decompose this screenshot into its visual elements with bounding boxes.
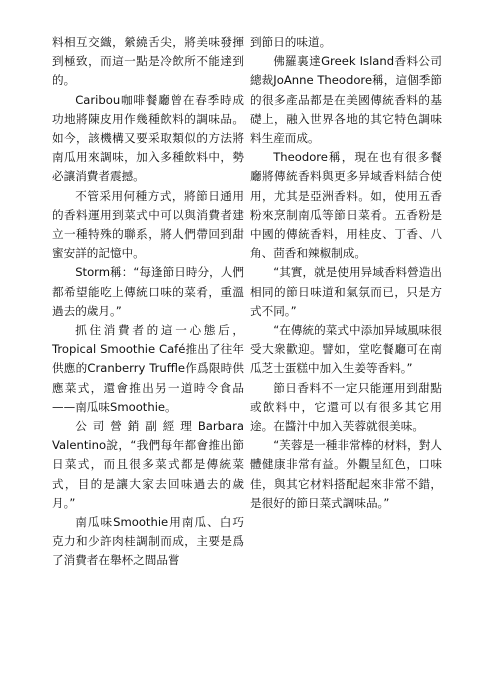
paragraph: 公司營銷副經理Barbara Valentino說，“我們每年都會推出節日菜式，而且很多菜式都是傳統菜式，目的是讓大家去回味過去的歲月。” xyxy=(52,419,244,510)
paragraph: 南瓜味Smoothie用南瓜、白巧克力和少許肉桂調制而成，主要是爲了消費者在舉杯之間品嘗 xyxy=(52,515,244,568)
left-column xyxy=(52,33,244,571)
paragraph: “其實，就是使用异域香料營造出相同的節日味道和氣氛而已，只是方式不同。” xyxy=(250,265,442,318)
paragraph: 佛羅裏達Greek Island香料公司總裁JoAnne Theodore稱，這個季節的很多產品都是在美國傳統香料的基礎上，融入世界各地的其它特色調味料生産而成。 xyxy=(250,54,442,146)
paragraph: 不管采用何種方式，將節日通用的香料運用到菜式中可以與消費者建立一種特殊的聯系，將人們帶回到甜蜜安詳的記憶中。 xyxy=(52,188,244,261)
paragraph: Caribou咖啡餐廳曾在春季時成功地將陳皮用作幾種飲料的調味品。如今，該機構又要采取類似的方法將南瓜用來調味，加入多種飲料中，勢必讓消費者震撼。 xyxy=(52,92,244,184)
paragraph: Theodore稱，現在也有很多餐廳將傳統香料與更多异域香料結合使用，尤其是亞洲香料。如，使用五香粉來烹制南瓜等節日菜肴。五香粉是中國的傳統香料，用桂皮、丁香、八角、茴香和辣椒制成。 xyxy=(250,150,442,261)
paragraph: 到節日的味道。 xyxy=(250,35,332,49)
right-column xyxy=(250,33,442,513)
paragraph: 節日香料不一定只能運用到甜點或飲料中，它還可以有很多其它用途。在醬汁中加入芙蓉就很美味。 xyxy=(250,380,442,434)
paragraph: “芙蓉是一種非常棒的材料，對人體健康非常有益。外觀呈紅色，口味佳，與其它材料搭配起來非常不錯，是很好的節日菜式調味品。” xyxy=(250,438,442,510)
paragraph: Storm稱：“每逢節日時分，人們都希望能吃上傳統口味的菜肴，重溫過去的歲月。” xyxy=(52,265,244,318)
paragraph: 料相互交織，縈繞舌尖，將美味發揮到極致，而這一點是冷飲所不能達到的。 xyxy=(52,35,244,88)
paragraph: “在傳統的菜式中添加异域風味很受大衆歡迎。譬如，堂吃餐廳可在南瓜芝士蛋糕中加入生姜等香料。” xyxy=(250,323,442,376)
paragraph: 抓住消費者的這一心態后，Tropical Smoothie Café推出了往年供應的Cranberry Truffle作爲限時供應菜式，還會推出另一道時令食品——南瓜味Smoothie。 xyxy=(52,323,244,414)
